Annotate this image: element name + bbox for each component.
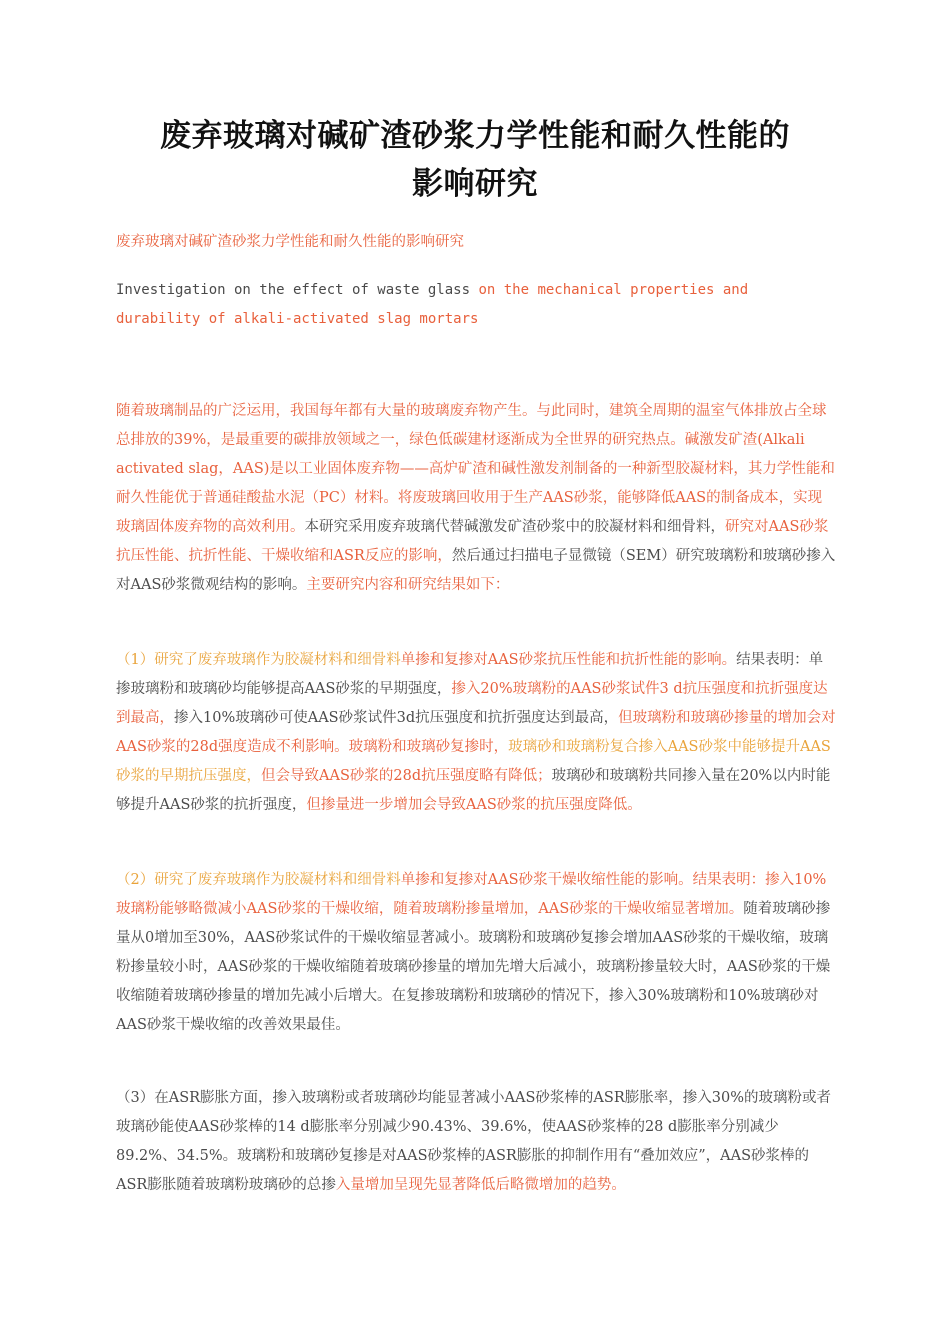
paragraph-finding-2 <box>116 866 836 1040</box>
chinese-subtitle: 废弃玻璃对碱矿渣砂浆力学性能和耐久性能的影响研究 <box>116 234 464 250</box>
finding3-part-1: （3）在ASR膨胀方面，掺入玻璃粉或者玻璃砂均能显著减小AAS砂浆棒的ASR膨胀率，掺入30%的玻璃粉或者玻璃砂能使AAS砂浆棒的14 d膨胀率分别减少90.43%、39.6%，使AAS砂浆棒的28 d膨胀率分别减少89.2%、34.5%。玻璃粉和玻璃砂复掺是对AAS砂浆棒的ASR膨胀的抑制作用有“叠加效应”，AAS砂浆棒的ASR膨胀随着玻璃粉玻璃砂的总掺 <box>116 1090 831 1193</box>
finding2-part-2: 单掺和复掺对AAS砂浆干燥收缩性能的影响。结果表明：掺入10%玻璃粉能够略微减小AAS砂浆的干燥收缩，随着玻璃粉掺量增加，AAS砂浆的干燥收缩显著增加。 <box>116 872 827 917</box>
finding3-part-2: 入量增加呈现先显著降低后略微增加的趋势。 <box>335 1177 626 1193</box>
intro-sentence-2: 本研究采用废弃玻璃代替碱激发矿渣砂浆中的胶凝材料和细骨料， <box>304 519 725 535</box>
english-subtitle-part-2: on the mechanical properties and durability of alkali-activated slag mortars <box>116 282 749 327</box>
finding2-part-1: （2）研究了废弃玻璃作为胶凝材料和细骨料 <box>116 872 401 888</box>
finding1-part-5: 掺入10%玻璃砂可使AAS砂浆试件3d抗压强度和抗折强度达到最高， <box>174 710 619 726</box>
finding1-part-3: 结果表明：单掺玻璃粉和玻璃砂均能够提高AAS砂浆的早期强度， <box>116 652 824 697</box>
finding1-part-2: 单掺和复掺对AAS砂浆抗压性能和抗折性能的影响。 <box>400 652 737 668</box>
finding1-part-7: 玻璃砂和玻璃粉复合掺入AAS砂浆中能够提升AAS砂浆的早期抗压强度， <box>116 739 831 784</box>
finding1-part-4: 掺入20%玻璃粉的AAS砂浆试件3 d抗压强度和抗折强度达到最高， <box>116 681 828 726</box>
english-subtitle-part-1: Investigation on the effect of waste glass <box>116 282 479 298</box>
finding1-part-1: （1）研究了废弃玻璃作为胶凝材料和细骨料 <box>116 652 401 668</box>
intro-sentence-3: 研究对AAS砂浆抗压性能、抗折性能、干燥收缩和ASR反应的影响， <box>116 519 829 564</box>
paragraph-finding-3 <box>116 1084 836 1200</box>
title-line-2: 影响研究 <box>412 166 538 202</box>
intro-sentence-1: 随着玻璃制品的广泛运用，我国每年都有大量的玻璃废弃物产生。与此同时，建筑全周期的温室气体排放占全球总排放的39%，是最重要的碳排放领域之一，绿色低碳建材逐渐成为全世界的研究热点。碱激发矿渣(Alkali activated slag，AAS)是以工业固体废弃物——高炉矿渣和碱性激发剂制备的一种新型胶凝材料，其力学性能和耐久性能优于普通硅酸盐水泥（PC）材料。将废玻璃回收用于生产AAS砂浆，能够降低AAS的制备成本，实现玻璃固体废弃物的高效利用。 <box>116 403 835 535</box>
finding1-part-8: 但会导致AAS砂浆的28d抗压强度略有降低； <box>261 768 552 784</box>
title-line-1: 废弃玻璃对碱矿渣砂浆力学性能和耐久性能的 <box>160 118 790 154</box>
english-subtitle <box>116 276 816 334</box>
finding1-part-6: 但玻璃粉和玻璃砂掺量的增加会对AAS砂浆的28d强度造成不利影响。玻璃粉和玻璃砂复掺时， <box>116 710 836 755</box>
paragraph-finding-1 <box>116 646 836 820</box>
paragraph-intro <box>116 397 836 600</box>
intro-sentence-4: 然后通过扫描电子显微镜（SEM）研究玻璃粉和玻璃砂掺入对AAS砂浆微观结构的影响。 <box>116 548 836 593</box>
document-title <box>100 112 850 208</box>
finding1-part-10: 但掺量进一步增加会导致AAS砂浆的抗压强度降低。 <box>306 797 642 813</box>
finding1-part-9: 玻璃砂和玻璃粉共同掺入量在20%以内时能够提升AAS砂浆的抗折强度， <box>116 768 831 813</box>
intro-sentence-5: 主要研究内容和研究结果如下： <box>306 577 510 593</box>
finding2-part-3: 随着玻璃砂掺量从0增加至30%，AAS砂浆试件的干燥收缩显著减小。玻璃粉和玻璃砂复掺会增加AAS砂浆的干燥收缩，玻璃粉掺量较小时，AAS砂浆的干燥收缩随着玻璃砂掺量的增加先增大后减小，玻璃粉掺量较大时，AAS砂浆的干燥收缩随着玻璃砂掺量的增加先减小后增大。在复掺玻璃粉和玻璃砂的情况下，掺入30%玻璃粉和10%玻璃砂对AAS砂浆干燥收缩的改善效果最佳。 <box>116 901 831 1033</box>
